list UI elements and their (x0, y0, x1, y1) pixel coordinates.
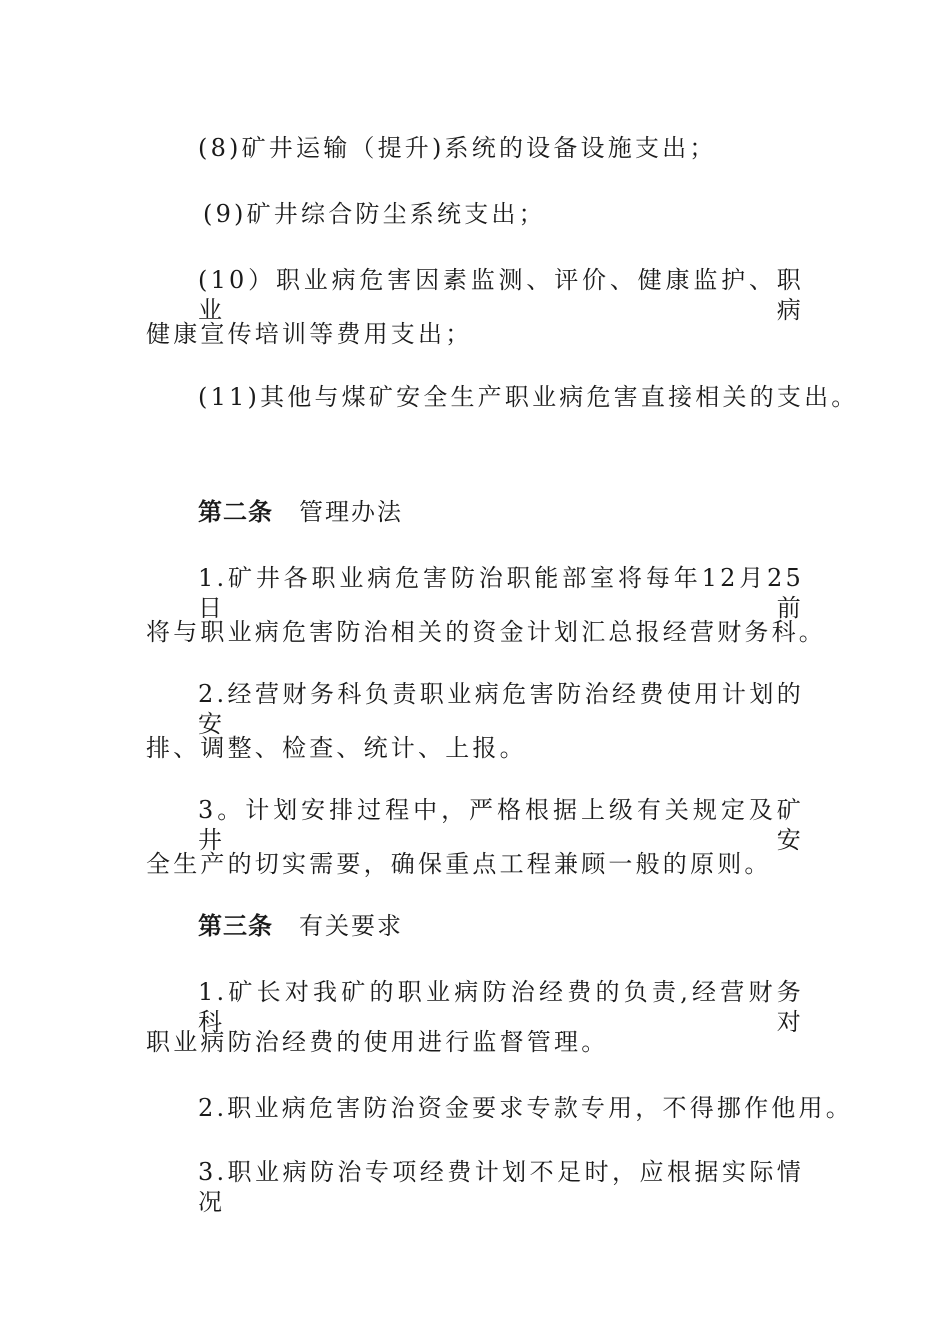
list-item-10-line-2: 健康宣传培训等费用支出； (146, 320, 473, 348)
article-3-paragraph-3-line-1: 3.职业病防治专项经费计划不足时，应根据实际情况 (198, 1158, 804, 1216)
article-2-title: 管理办法 (299, 498, 403, 526)
list-item-9: (9)矿井综合防尘系统支出； (203, 200, 546, 228)
article-3-paragraph-1-line-2: 职业病防治经费的使用进行监督管理。 (146, 1028, 609, 1056)
article-2-paragraph-2-line-2: 排、调整、检查、统计、上报。 (146, 734, 527, 762)
article-2-label: 第二条 (198, 498, 273, 526)
article-3-paragraph-2: 2.职业病危害防治资金要求专款专用，不得挪作他用。 (198, 1094, 853, 1122)
article-2-paragraph-1-line-1: 1.矿井各职业病危害防治职能部室将每年12月25日前 (198, 564, 804, 622)
article-3-title: 有关要求 (299, 912, 403, 940)
list-item-11: (11)其他与煤矿安全生产职业病危害直接相关的支出。 (198, 383, 859, 411)
article-2-paragraph-1-line-2: 将与职业病危害防治相关的资金计划汇总报经营财务科。 (146, 618, 826, 646)
list-item-10-line-1: (10）职业病危害因素监测、评价、健康监护、职业病 (198, 266, 804, 324)
article-3-heading (198, 911, 403, 941)
article-3-label: 第三条 (198, 912, 273, 940)
article-2-paragraph-3-line-2: 全生产的切实需要，确保重点工程兼顾一般的原则。 (146, 850, 772, 878)
article-2-heading (198, 497, 403, 527)
list-item-8: (8)矿井运输（提升)系统的设备设施支出； (198, 134, 717, 162)
article-2-paragraph-3-line-1: 3。计划安排过程中，严格根据上级有关规定及矿井安 (198, 796, 804, 854)
article-2-paragraph-2-line-1: 2.经营财务科负责职业病危害防治经费使用计划的安 (198, 680, 804, 738)
article-3-paragraph-1-line-1: 1.矿长对我矿的职业病防治经费的负责,经营财务科对 (198, 978, 804, 1036)
